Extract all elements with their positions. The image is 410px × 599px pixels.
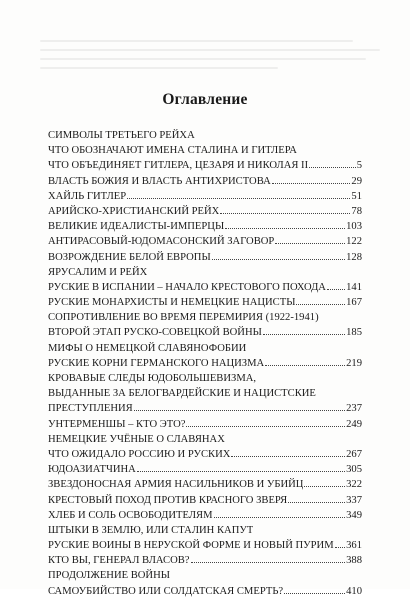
toc-entry: [48, 128, 362, 143]
toc-entry: [48, 325, 362, 340]
toc-entry-title: ВОЗРОЖДЕНИЕ БЕЛОЙ ЕВРОПЫ: [48, 251, 211, 263]
toc-entry: [48, 538, 362, 553]
toc-entry: [48, 204, 362, 219]
toc-entry-title: РУСКИЕ КОРНИ ГЕРМАНСКОГО НАЦИЗМА: [48, 357, 265, 369]
toc-entry: [48, 386, 362, 401]
dot-leader: [263, 334, 345, 335]
toc-entry-page-number: 267: [346, 448, 362, 460]
toc-entry-title: АРИЙСКО-ХРИСТИАНСКИЙ РЕЙХ: [48, 205, 220, 217]
toc-entry-title: ПРЕСТУПЛЕНИЯ: [48, 403, 133, 415]
toc-entry: [48, 477, 362, 492]
toc-entry-page-number: 103: [346, 221, 362, 233]
toc-entry: [48, 553, 362, 568]
dot-leader: [309, 167, 356, 168]
dot-leader: [134, 410, 345, 411]
toc-entry-title: ЧТО ОЖИДАЛО РОССИЮ И РУСКИХ: [48, 448, 231, 460]
toc-entry-page-number: 5: [356, 160, 362, 172]
toc-entry: [48, 341, 362, 356]
dot-leader: [225, 228, 345, 229]
toc-entry-page-number: 219: [346, 357, 362, 369]
dot-leader: [137, 471, 345, 472]
dot-leader: [296, 304, 345, 305]
toc-entry-page-number: 349: [346, 509, 362, 521]
dot-leader: [186, 426, 345, 427]
page-title: Оглавление: [162, 91, 248, 108]
toc-entry-title: ВЛАСТЬ БОЖИЯ И ВЛАСТЬ АНТИХРИСТОВА: [48, 175, 271, 187]
toc-entry: [48, 219, 362, 234]
toc-entry-title: ЯРУСАЛИМ И РЕЙХ: [48, 266, 148, 278]
toc-entry: [48, 158, 362, 173]
toc-entry: [48, 189, 362, 204]
dot-leader: [284, 593, 345, 594]
dot-leader: [127, 198, 350, 199]
toc-entry-title: РУСКИЕ В ИСПАНИИ – НАЧАЛО КРЕСТОВОГО ПОХОДА: [48, 281, 326, 293]
toc-entry: [48, 143, 362, 158]
toc-entry-page-number: 78: [351, 205, 362, 217]
toc-entry-title: КТО ВЫ, ГЕНЕРАЛ ВЛАСОВ?: [48, 555, 190, 567]
toc-entry: [48, 432, 362, 447]
toc-entry: [48, 417, 362, 432]
toc-entry-title: АНТИРАСОВЫЙ-ЮДОМАСОНСКИЙ ЗАГОВОР: [48, 236, 275, 248]
toc-entry-title: ВЫДАННЫЕ ЗА БЕЛОГВАРДЕЙСКИЕ И НАЦИСТСКИЕ: [48, 388, 316, 400]
toc-entry: [48, 401, 362, 416]
toc-entry-title: ВТОРОЙ ЭТАП РУСКО-СОВЕЦКОЙ ВОЙНЫ: [48, 327, 262, 339]
dot-leader: [231, 456, 345, 457]
toc-entry: [48, 356, 362, 371]
toc-entry-page-number: 361: [346, 540, 362, 552]
toc-entry: [48, 584, 362, 599]
toc-entry-page-number: 128: [346, 251, 362, 263]
toc-entry-title: ХЛЕБ И СОЛЬ ОСВОБОДИТЕЛЯМ: [48, 509, 213, 521]
toc-entry: [48, 174, 362, 189]
toc-entry-page-number: 322: [346, 479, 362, 491]
dot-leader: [327, 289, 345, 290]
dot-leader: [275, 243, 345, 244]
toc-entry-title: САМОУБИЙСТВО ИЛИ СОЛДАТСКАЯ СМЕРТЬ?: [48, 585, 284, 597]
toc-entry-page-number: 237: [346, 403, 362, 415]
toc-entry-title: ЗВЕЗДОНОСНАЯ АРМИЯ НАСИЛЬНИКОВ И УБИЙЦ: [48, 479, 304, 491]
toc-entry: [48, 568, 362, 583]
dot-leader: [212, 259, 345, 260]
toc-entry-title: НЕМЕЦКИЕ УЧЁНЫЕ О СЛАВЯНАХ: [48, 433, 225, 445]
toc-entry-page-number: 249: [346, 418, 362, 430]
toc-entry-title: ХАЙЛЬ ГИТЛЕР: [48, 190, 127, 202]
toc-entry-title: РУСКИЕ ВОИНЫ В НЕРУСКОЙ ФОРМЕ И НОВЫЙ ПУРИМ: [48, 540, 334, 552]
dot-leader: [335, 547, 345, 548]
toc-entry: [48, 371, 362, 386]
toc-entry-title: ЧТО ОБЪЕДИНЯЕТ ГИТЛЕРА, ЦЕЗАРЯ И НИКОЛАЯ II: [48, 160, 309, 172]
toc-entry-page-number: 185: [346, 327, 362, 339]
toc-entry-page-number: 410: [346, 585, 362, 597]
toc-entry-page-number: 388: [346, 555, 362, 567]
toc-entry-title: СИМВОЛЫ ТРЕТЬЕГО РЕЙХА: [48, 130, 195, 141]
toc-entry: [48, 508, 362, 523]
toc-entry-title: КРЕСТОВЫЙ ПОХОД ПРОТИВ КРАСНОГО ЗВЕРЯ: [48, 494, 288, 506]
dot-leader: [272, 183, 351, 184]
toc-entry-page-number: 337: [346, 494, 362, 506]
dot-leader: [214, 517, 346, 518]
toc-entry: [48, 250, 362, 265]
toc-entry: [48, 310, 362, 325]
dot-leader: [304, 486, 345, 487]
toc-entry: [48, 295, 362, 310]
toc-entry-page-number: 29: [351, 175, 362, 187]
toc-entry: [48, 462, 362, 477]
toc-entry-title: ЧТО ОБОЗНАЧАЮТ ИМЕНА СТАЛИНА И ГИТЛЕРА: [48, 145, 297, 157]
toc-entry: [48, 280, 362, 295]
toc-entry-page-number: 141: [346, 281, 362, 293]
dot-leader: [265, 365, 345, 366]
toc-entry: [48, 265, 362, 280]
toc-entry-page-number: 122: [346, 236, 362, 248]
toc-entry-title: ПРОДОЛЖЕНИЕ ВОЙНЫ: [48, 570, 170, 582]
toc-entry-title: СОПРОТИВЛЕНИЕ ВО ВРЕМЯ ПЕРЕМИРИЯ (1922-1941): [48, 312, 319, 324]
toc-entry-title: РУСКИЕ МОНАРХИСТЫ И НЕМЕЦКИЕ НАЦИСТЫ: [48, 297, 296, 309]
dot-leader: [191, 562, 346, 563]
toc-entry: [48, 493, 362, 508]
dot-leader: [220, 213, 350, 214]
toc-entry-title: УНТЕРМЕНШЫ – КТО ЭТО?: [48, 418, 186, 430]
toc-entry-page-number: 51: [351, 190, 362, 202]
toc-entry-title: КРОВАВЫЕ СЛЕДЫ ЮДОБОЛЬШЕВИЗМА,: [48, 373, 257, 384]
toc-entry-title: ВЕЛИКИЕ ИДЕАЛИСТЫ-ИМПЕРЦЫ: [48, 221, 225, 233]
dot-leader: [288, 502, 345, 503]
toc-entry: [48, 234, 362, 249]
toc-entry-title: ЮДОАЗИАТЧИНА: [48, 464, 136, 476]
toc-entry-page-number: 167: [346, 297, 362, 309]
table-of-contents: [48, 128, 362, 599]
toc-entry: [48, 523, 362, 538]
toc-entry-title: МИФЫ О НЕМЕЦКОЙ СЛАВЯНОФОБИИ: [48, 342, 247, 354]
toc-entry-title: ШТЫКИ В ЗЕМЛЮ, ИЛИ СТАЛИН КАПУТ: [48, 524, 254, 536]
toc-entry-page-number: 305: [346, 464, 362, 476]
toc-entry: [48, 447, 362, 462]
